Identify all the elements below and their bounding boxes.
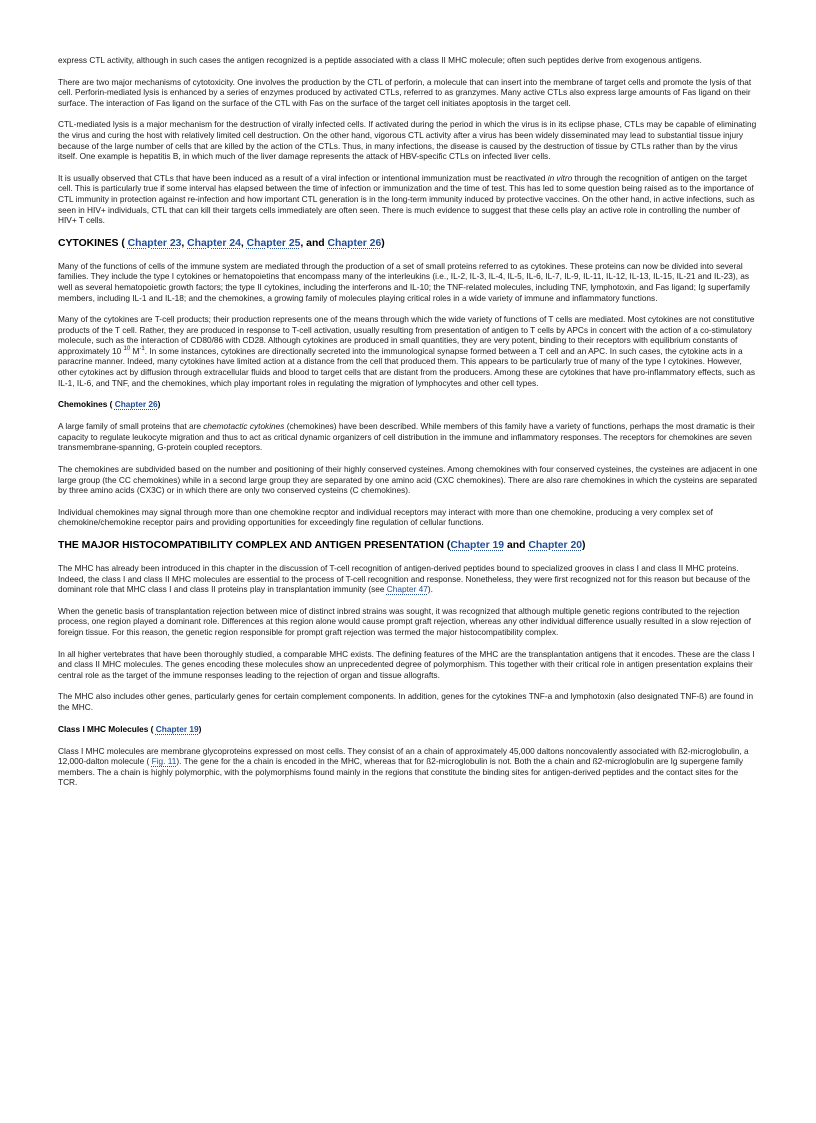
- text-segment: It is usually observed that CTLs that have been induced as a result of a viral infection or intentional immunization must be reactivated: [58, 172, 548, 183]
- chapter-19-link[interactable]: Chapter 19: [155, 723, 199, 734]
- paragraph-mhc-genetic-basis: When the genetic basis of transplantation rejection between mice of distinct inbred strains was sought, it was recognized that although multiple genetic regions contributed to the rejection process, one region played a dominant role. Differences at this region alone would cause prompt graft rejection, whereas any other individual difference usually resulted in a slow rejection of foreign tissue. For this reason, the genetic region responsible for prompt graft rejection was termed the major histocompatibility complex.: [58, 605, 751, 637]
- chapter-20-link[interactable]: Chapter 20: [528, 540, 583, 551]
- paragraph-class-i-mhc: [58, 746, 758, 788]
- paragraph-chemokine-subdivision: The chemokines are subdivided based on the number and positioning of their highly conserved cysteines. Among chemokines with four conserved cysteines, the cysteines are adjacent in one large group (the CC chemokines) while in a second large group they are separated by one amino acid (CXC chemokines). There are also rare chemokines in which the cysteins are separated by three amino acids (CX3C) or in which there are only two conserved cysteins (C chemokines).: [58, 464, 758, 496]
- heading-close: ): [198, 723, 202, 734]
- text-segment: ).: [427, 584, 433, 595]
- chapter-23-link[interactable]: Chapter 23: [127, 237, 182, 249]
- text-segment: ). The gene for the a chain is encoded in the MHC, whereas that for ß2-microglobulin is not. Both the a chain and ß2-microglobulin are Ig supergene family members. The a chain is highly polymorphic, with the polymorphisms found mainly in the regions that constitute the binding sites for antigen-derived peptides and the contact sites for the TCR.: [58, 756, 744, 788]
- paragraph-cytokine-families: Many of the functions of cells of the immune system are mediated through the production of a set of small proteins referred to as cytokines. These proteins can now be divided into several families. They include the type I cytokines or hematopoietins that encompass many of the interleukins (i.e., IL-2, IL-3, IL-4, IL-5, IL-6, IL-7, IL-9, IL-11, IL-12, IL-13, IL-15, IL-21 and IL-23), as well as several hematopoietic growth factors; the type II cytokines, including the interferons and IL-10; the TNF-related molecules, including TNF, lymphotoxin, and Fas ligand; Ig superfamily members, including IL-1 and IL-18; and the chemokines, a growing family of molecules playing critical roles in a wide variety of immune and inflammatory functions.: [58, 260, 750, 303]
- paragraph-ctl-intro: express CTL activity, although in such cases the antigen recognized is a peptide associated with a class II MHC molecule; often such peptides derive from exogenous antigens.: [58, 55, 702, 65]
- text-segment: (chemokines) have been described. While members of this family have a variety of functions, perhaps the most dramatic is their capacity to regulate leukocyte migration and thus to act as critical dynamic organizers of cell distribution in the immune and inflammatory responses. The receptors for chemokines are seven transmembrane-spanning, G-protein coupled receptors.: [58, 421, 755, 453]
- chapter-19-link[interactable]: Chapter 19: [450, 540, 505, 551]
- chapter-25-link[interactable]: Chapter 25: [246, 237, 301, 249]
- heading-close: ): [381, 237, 385, 249]
- text-segment: Many of the cytokines are T-cell products; their production represents one of the means through which the wide variety of functions of T cells are mediated. Most cytokines are not constitutive products of the T cell. Rather, they are produced in response to T-cell activation, usually resulting from presentation of antigen to T cells by APCs in concert with the action of a co-stimulatory molecule, such as the interaction of CD80/86 with CD28. Although cytokines are produced in small quantities, they are very potent, binding to their receptors with equilibrium constants of approximately 10: [58, 314, 755, 356]
- heading-separator: ,: [181, 237, 188, 249]
- paragraph-chemokine-signaling: Individual chemokines may signal through more than one chemokine recptor and individual receptors may interact with more than one chemokine, producing a very complex set of chemokine/chemokine receptor pairs and providing opportunities for exceedingly fine regulation of cellular functions.: [58, 506, 713, 528]
- paragraph-ctl-reactivation: [58, 173, 758, 226]
- text-segment: . In some instances, cytokines are directionally secreted into the immunological synapse formed between a T cell and an APC. In such cases, the cytokine acts in a paracrine manner. Indeed, many cytokines have limited action at a distance from the cell that produced them. This appears to be particularly true of many of the type I cytokines. However, other cytokines act by diffusion through extracellular fluids and blood to target cells that are distant from the producers. Among these are cytokines that have pro-inflammatory effects, such as IL-1, IL-6, and TNF, and the chemokines, which play important roles in regulating the migration of lymphocytes and other cell types.: [58, 345, 756, 388]
- heading-text: Chemokines (: [58, 399, 113, 410]
- text-segment: Class I MHC molecules are membrane glycoproteins expressed on most cells. They consist of an a chain of approximately 45,000 daltons noncovalently associated with ß2-microglobulin, a 12,000-dalton molecule (: [58, 745, 749, 767]
- heading-separator: and: [504, 540, 529, 551]
- paragraph-chemokine-family: [58, 421, 758, 453]
- superscript: -1: [139, 346, 145, 353]
- chapter-24-link[interactable]: Chapter 24: [187, 237, 241, 249]
- heading-close: ): [582, 540, 586, 551]
- text-segment: The MHC has already been introduced in this chapter in the discussion of T-cell recognition of antigen-derived peptides bound to specialized grooves in class I and class II MHC proteins. Indeed, the class I and class II MHC molecules are essential to the process of T-cell recognition and response. Nonetheless, they were first recognized not for this reason but because of the dominant role that MHC class I and class II proteins play in transplantation immunity (see: [58, 563, 751, 595]
- text-segment: A large family of small proteins that are: [58, 421, 204, 432]
- heading-text: CYTOKINES (: [58, 237, 125, 249]
- chapter-26-link[interactable]: Chapter 26: [114, 399, 158, 410]
- heading-text: THE MAJOR HISTOCOMPATIBILITY COMPLEX AND ANTIGEN PRESENTATION (: [58, 540, 451, 551]
- text-segment: M: [130, 345, 140, 356]
- subsection-heading-chemokines: [58, 399, 758, 410]
- italic-text: in vitro: [547, 172, 573, 183]
- paragraph-mhc-intro: [58, 563, 758, 595]
- heading-close: ): [157, 399, 161, 410]
- paragraph-t-cell-cytokines: [58, 314, 758, 388]
- italic-text: chemotactic cytokines: [203, 421, 285, 432]
- heading-separator: , and: [300, 237, 328, 249]
- paragraph-mhc-vertebrates: In all higher vertebrates that have been thoroughly studied, a comparable MHC exists. The defining features of the MHC are the transplantation antigens that it encodes. These are the class I and class II MHC molecules. The genes encoding these molecules show an unprecedented degree of polymorphism. This together with their critical role in antigen presentation explains their central role as the target of the immune responses leading to the rejection of organ and tissue allografts.: [58, 648, 755, 680]
- heading-text: Class I MHC Molecules (: [58, 723, 154, 734]
- chapter-47-link[interactable]: Chapter 47: [386, 584, 428, 595]
- superscript: 10: [123, 346, 131, 353]
- subsection-heading-class-i-mhc: [58, 724, 758, 735]
- heading-separator: ,: [240, 237, 247, 249]
- paragraph-mhc-other-genes: The MHC also includes other genes, particularly genes for certain complement components. In addition, genes for the cytokines TNF-a and lymphotoxin (also designated TNF-ß) are found in the MHC.: [58, 691, 754, 712]
- chapter-26-link[interactable]: Chapter 26: [327, 237, 382, 249]
- figure-11-link[interactable]: Fig. 11: [151, 756, 177, 767]
- paragraph-ctl-lysis: CTL-mediated lysis is a major mechanism for the destruction of virally infected cells. If activated during the period in which the virus is in its eclipse phase, CTLs may be capable of eliminating the virus and curing the host with relatively limited cell destruction. On the other hand, vigorous CTL activity after a virus has been widely disseminated may lead to substantial tissue injury because of the large number of cells that are killed by the action of the CTLs. Thus, in many infections, the disease is caused by the destruction of tissue by CTLs rather than by the virus itself. One example is hepatitis B, in which much of the liver damage represents the attack of HBV-specific CTLs on infected liver cells.: [58, 119, 757, 162]
- section-heading-cytokines: [58, 237, 758, 250]
- section-heading-mhc: [58, 539, 758, 552]
- paragraph-cytotoxicity-mechanisms: There are two major mechanisms of cytotoxicity. One involves the production by the CTL of perforin, a molecule that can insert into the membrane of target cells and promote the lysis of that cell. Perforin-mediated lysis is enhanced by a series of enzymes produced by activated CTLs, referred to as granzymes. Many active CTLs also express large amounts of Fas ligand on their surface. The interaction of Fas ligand on the surface of the CTL with Fas on the surface of the target cell initiates apoptosis in the target cell.: [58, 76, 752, 108]
- text-segment: through the recognition of antigen on the target cell. This is particularly true if some interval has elapsed between the time of infection or immunization and the time of test. This has led to some question being raised as to the importance of CTL immunity in protection against re-infection and how important CTL generation is in the long-term immunity induced by protective vaccines. On the other hand, in active infections, such as seen in HIV+ individuals, CTL that can kill their targets cells immediately are often seen. There is much evidence to suggest that these cells play an active role in controlling the number of HIV+ T cells.: [58, 172, 755, 226]
